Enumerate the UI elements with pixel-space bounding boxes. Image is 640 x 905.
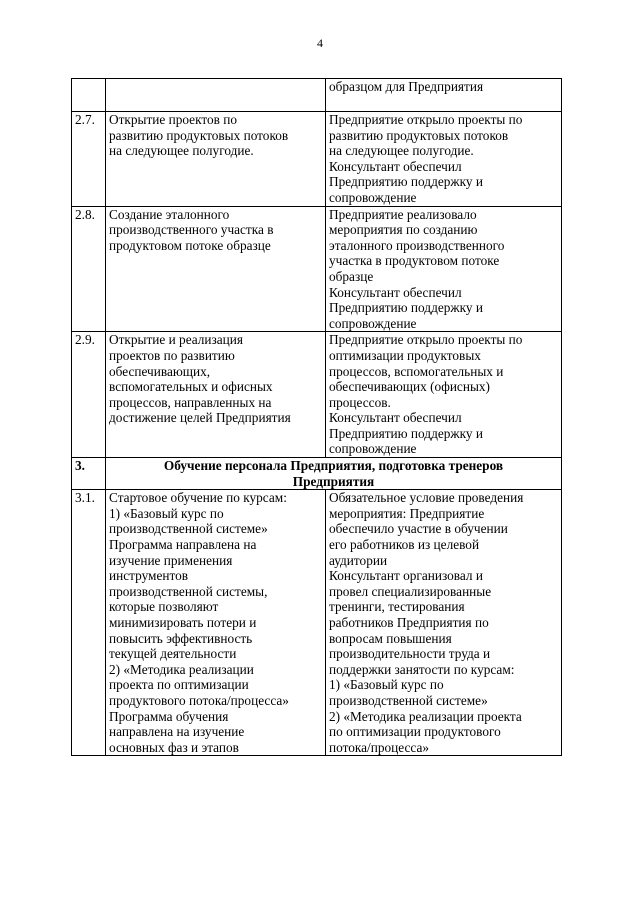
row-number-cell: 2.8. [72, 206, 106, 332]
activity-cell [106, 79, 326, 112]
section-title: Обучение персонала Предприятия, подготовка тренеров Предприятия [106, 458, 562, 490]
table-row [72, 112, 562, 207]
result-cell: Обязательное условие проведения мероприятия: Предприятие обеспечило участие в обучении его работников из целевой аудитории Консультант организовал и провел специализированные тренинги, тестирования работников Предприятия по вопросам повышения производительности труда и поддержки занятости по курсам: 1) «Базовый курс по производственной системе» 2) «Методика реализации проекта по оптимизации продуктового потока/процесса» [326, 490, 562, 756]
table-row [72, 206, 562, 332]
result-cell: Предприятие открыло проекты по развитию продуктовых потоков на следующее полугодие. Консультант обеспечил Предприятию поддержку и сопровождение [326, 112, 562, 207]
row-number-cell: 2.7. [72, 112, 106, 207]
section-number-cell: 3. [72, 458, 106, 490]
row-number-cell [72, 79, 106, 112]
row-number-cell: 3.1. [72, 490, 106, 756]
row-number-cell: 2.9. [72, 332, 106, 458]
table-row [72, 79, 562, 112]
activity-cell: Открытие и реализация проектов по развитию обеспечивающих, вспомогательных и офисных процессов, направленных на достижение целей Предприятия [106, 332, 326, 458]
section-header-row [72, 458, 562, 490]
activity-cell: Создание эталонного производственного участка в продуктовом потоке образце [106, 206, 326, 332]
measures-table [71, 78, 562, 756]
page-number: 4 [317, 36, 323, 50]
activity-cell: Открытие проектов по развитию продуктовых потоков на следующее полугодие. [106, 112, 326, 207]
result-cell: Предприятие открыло проекты по оптимизации продуктовых процессов, вспомогательных и обеспечивающих (офисных) процессов. Консультант обеспечил Предприятию поддержку и сопровождение [326, 332, 562, 458]
result-cell: образцом для Предприятия [326, 79, 562, 112]
table-row [72, 332, 562, 458]
table-row [72, 490, 562, 756]
activity-cell: Стартовое обучение по курсам: 1) «Базовый курс по производственной системе» Программа направлена на изучение применения инструментов производственной системы, которые позволяют минимизировать потери и повысить эффективность текущей деятельности 2) «Методика реализации проекта по оптимизации продуктового потока/процесса» Программа обучения направлена на изучение основных фаз и этапов [106, 490, 326, 756]
result-cell: Предприятие реализовало мероприятия по созданию эталонного производственного участка в продуктовом потоке образце Консультант обеспечил Предприятию поддержку и сопровождение [326, 206, 562, 332]
